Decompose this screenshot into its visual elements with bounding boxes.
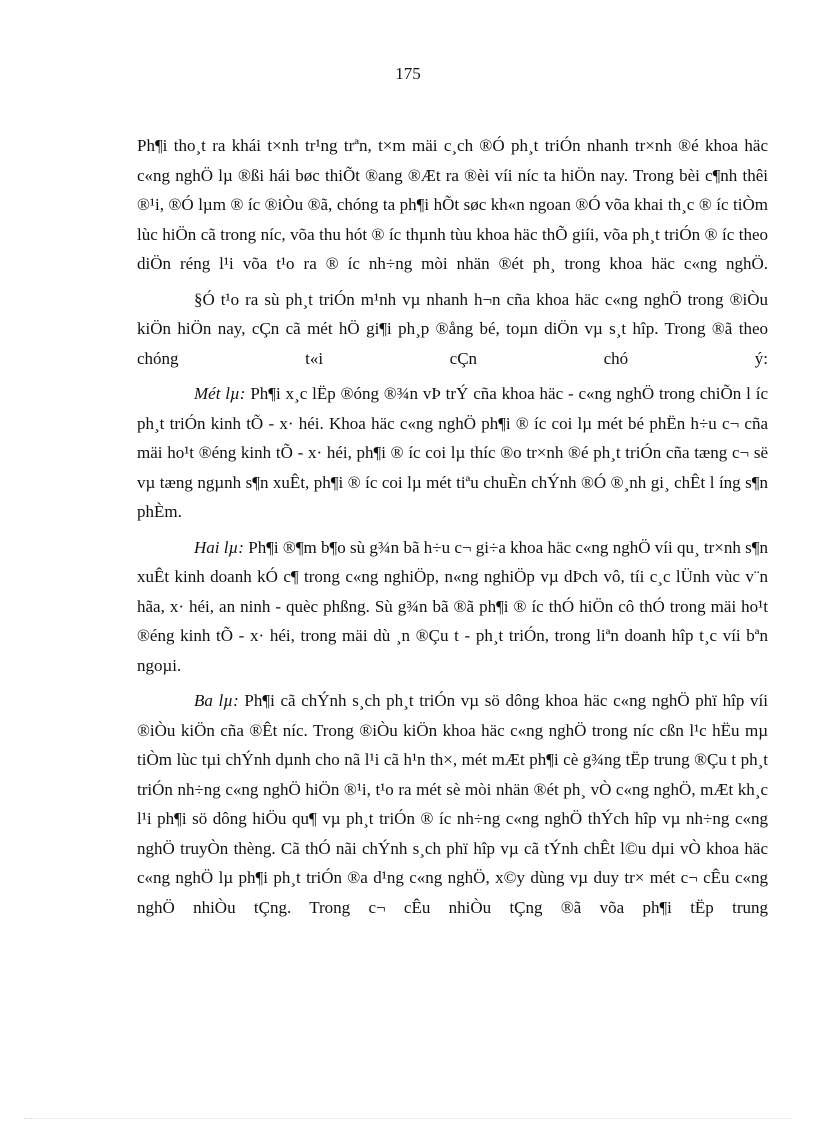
page-bottom-divider — [24, 1118, 792, 1119]
paragraph-2-text: §Ó t¹o ra sù ph¸t triÓn m¹nh vµ nhanh h¬n cña khoa häc c«ng nghÖ trong ®iÒu kiÖn hiÖn nay, cÇn cã mét hÖ gi¶i ph¸p ®ång bé, toµn diÖn vµ s¸t hîp. Trong ®ã theo chóng t«i cÇn chó ý: — [137, 289, 768, 368]
paragraph-3-lead: Mét lµ: — [194, 384, 246, 403]
paragraph-4-lead: Hai lµ: — [194, 537, 244, 557]
paragraph-5 — [137, 686, 768, 922]
paragraph-1-text: Ph¶i tho¸t ra khái t×nh tr¹ng trªn, t×m mäi c¸ch ®Ó ph¸t triÓn nhanh tr×nh ®é khoa häc c«ng nghÖ lµ ®ßi hái bøc thiÕt ®ang ®Æt ra ®èi víi níc ta hiÖn nay. Trong bèi c¶nh thêi ®¹i, ®Ó lµm ® íc ®iÒu ®ã, chóng ta ph¶i hÕt søc kh«n ngoan ®Ó võa khai th¸c ® íc tiÒm lùc hiÖn cã trong níc, võa thu hót ® íc thµnh tùu khoa häc thÕ giíi, võa ph¸t triÓn ® íc theo diÖn réng l¹i võa t¹o ra ® íc nh÷ng mòi nhän ®ét ph¸ trong khoa häc c«ng nghÖ. — [137, 136, 768, 273]
page-number: 175 — [395, 64, 421, 83]
paragraph-3 — [137, 379, 768, 527]
paragraph-2 — [137, 285, 768, 374]
paragraph-5-lead: Ba lµ: — [194, 691, 239, 710]
paragraph-5-text: Ph¶i cã chÝnh s¸ch ph¸t triÓn vµ sö dông khoa häc c«ng nghÖ phï hîp víi ®iÒu kiÖn cña ®Êt níc. Trong ®iÒu kiÖn khoa häc c«ng nghÖ trong níc cßn l¹c hËu mµ tiÒm lùc tµi chÝnh dµnh cho nã l¹i cã h¹n th×, mét mÆt ph¶i cè g¾ng tËp trung ®Çu t ph¸t triÓn nh÷ng c«ng nghÖ hiÖn ®¹i, t¹o ra mét sè mòi nhän ®ét ph¸ vÒ c«ng nghÖ, mÆt kh¸c l¹i ph¶i sö dông hiÖu qu¶ vµ ph¸t triÓn ® íc nh÷ng c«ng nghÖ thÝch hîp vµ nh÷ng c«ng nghÖ truyÒn thèng. Cã thÓ nãi chÝnh s¸ch phï hîp vµ cã tÝnh chÊt l©u dµi vÒ khoa häc c«ng nghÖ lµ ph¶i ph¸t triÓn ®a d¹ng c«ng nghÖ, x©y dùng vµ duy tr× mét c¬ cÊu c«ng nghÖ nhiÒu tÇng. Trong c¬ cÊu nhiÒu tÇng ®ã võa ph¶i tËp trung — [137, 691, 768, 917]
paragraph-3-text: Ph¶i x¸c lËp ®óng ®¾n vÞ trÝ cña khoa häc - c«ng nghÖ trong chiÕn l íc ph¸t triÓn kinh tÕ - x· héi. Khoa häc c«ng nghÖ ph¶i ® íc coi lµ mét bé phËn h÷u c¬ cña mäi ho¹t ®éng kinh tÕ - x· héi, ph¶i ® íc coi lµ thíc ®o tr×nh ®é ph¸t triÓn cña tæng c¬ së vµ tæng ngµnh s¶n xuÊt, ph¶i ® íc coi lµ mét tiªu chuÈn chÝnh ®Ó ®¸nh gi¸ chÊt l íng s¶n phÈm. — [137, 384, 769, 521]
paragraph-4-text: Ph¶i ®¶m b¶o sù g¾n bã h÷u c¬ gi÷a khoa häc c«ng nghÖ víi qu¸ tr×nh s¶n xuÊt kinh doanh kÓ c¶ trong c«ng nghiÖp, n«ng nghiÖp vµ dÞch vô, tíi c¸c lÜnh vùc v¨n hãa, x· héi, an ninh - quèc phßng. Sù g¾n bã ®ã ph¶i ® íc thÓ hiÖn cô thÓ trong mäi ho¹t ®éng kinh tÕ - x· héi, trong mäi dù ¸n ®Çu t - ph¸t triÓn, trong liªn doanh hîp t¸c víi bªn ngoµi. — [137, 537, 768, 675]
paragraph-4 — [137, 533, 768, 681]
paragraph-1 — [137, 131, 768, 279]
document-body — [137, 131, 768, 928]
